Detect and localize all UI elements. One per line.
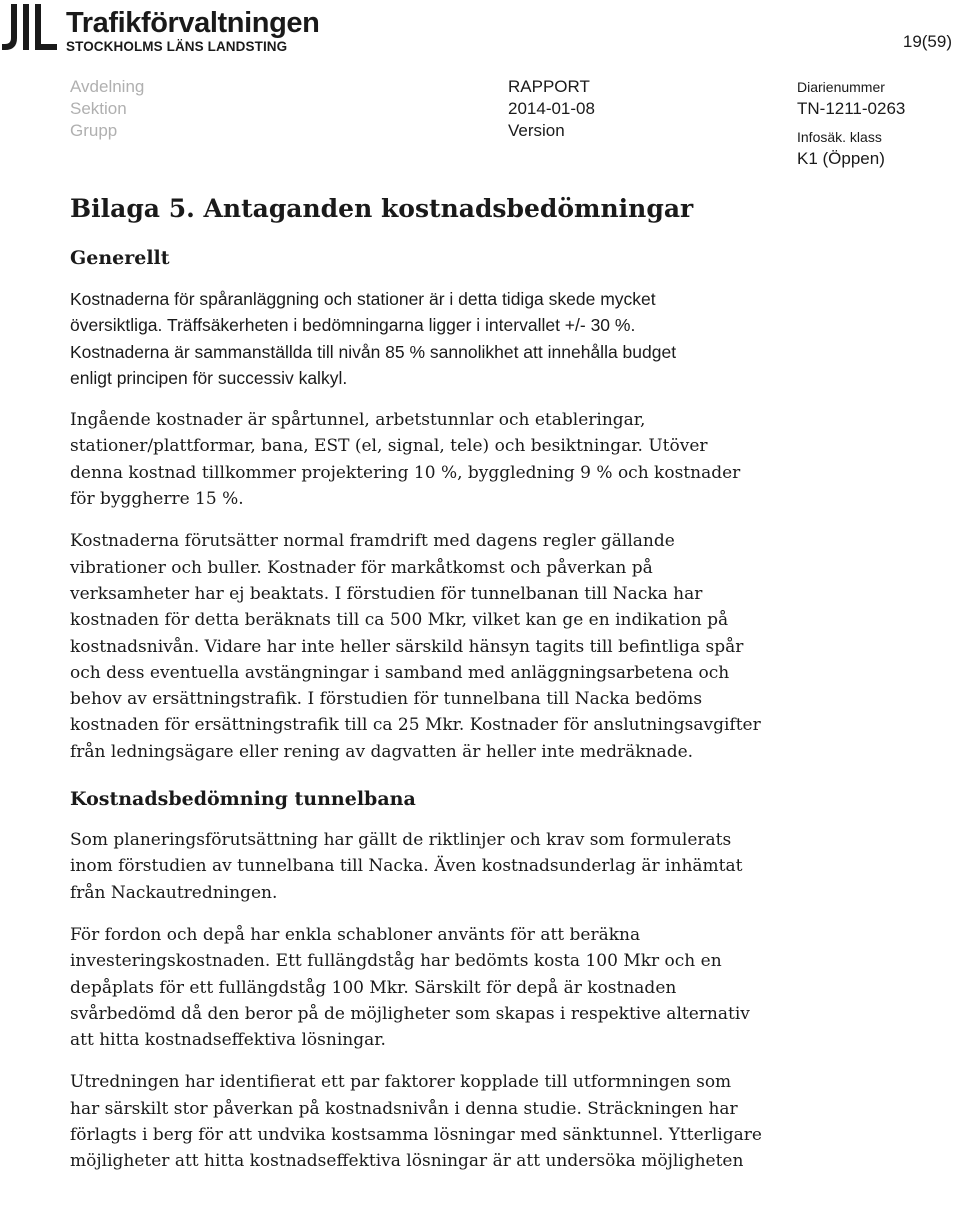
text-line: svårbedömd då den beror på de möjligheter som skapas i respektive alternativ <box>70 1003 750 1024</box>
text-line: och dess eventuella avstängningar i samband med anläggningsarbetena och <box>70 662 730 683</box>
text-line: vibrationer och buller. Kostnader för markåtkomst och påverkan på <box>70 557 653 578</box>
meta-diarie-label: Diarienummer <box>797 79 885 95</box>
text-line: översiktliga. Träffsäkerheten i bedömningarna ligger i intervallet +/- 30 %. <box>70 315 636 336</box>
page-number: 19(59) <box>902 32 952 51</box>
meta-doctype: RAPPORT <box>508 77 590 96</box>
text-line: har särskilt stor påverkan på kostnadsnivån i denna studie. Sträckningen har <box>70 1098 738 1119</box>
paragraph-1 <box>70 286 930 391</box>
text-line: behov av ersättningstrafik. I förstudien för tunnelbana till Nacka bedöms <box>70 689 703 710</box>
text-line: verksamheter har ej beaktats. I förstudien för tunnelbanan till Nacka har <box>70 583 703 604</box>
logo-mark-icon <box>2 4 62 52</box>
text-line: investeringskostnaden. Ett fullängdståg har bedömts kosta 100 Mkr och en <box>70 951 722 972</box>
text-line: från ledningsägare eller rening av dagvatten är heller inte medräknade. <box>70 741 694 762</box>
text-line: depåplats för ett fullängdståg 100 Mkr. Särskilt för depå är kostnaden <box>70 977 677 998</box>
paragraph-5 <box>70 922 930 1053</box>
paragraph-4 <box>70 827 930 906</box>
text-line: kostnaden för detta beräknats till ca 500 Mkr, vilket kan ge en indikation på <box>70 610 729 631</box>
meta-avdelning: Avdelning <box>70 77 145 96</box>
meta-date: 2014-01-08 <box>508 99 595 118</box>
heading-generellt: Generellt <box>70 247 170 269</box>
heading-kostnadsbedomning-tunnelbana: Kostnadsbedömning tunnelbana <box>70 788 416 811</box>
meta-column-org <box>70 76 144 142</box>
meta-infosak-value: K1 (Öppen) <box>797 149 885 168</box>
meta-infosak-label: Infosäk. klass <box>797 129 882 145</box>
text-line: Kostnaderna är sammanställda till nivån 85 % sannolikhet att innehålla budget <box>70 341 677 362</box>
meta-version: Version <box>508 121 565 140</box>
text-line: Kostnaderna förutsätter normal framdrift med dagens regler gällande <box>70 531 675 552</box>
text-line: för byggherre 15 %. <box>70 489 244 510</box>
text-line: enligt principen för successiv kalkyl. <box>70 367 348 388</box>
text-line: Ingående kostnader är spårtunnel, arbetstunnlar och etableringar, <box>70 410 646 431</box>
text-line: Som planeringsförutsättning har gällt de riktlinjer och krav som formulerats <box>70 830 732 851</box>
text-line: Utredningen har identifierat ett par faktorer kopplade till utformningen som <box>70 1072 732 1093</box>
meta-column-registry <box>797 76 905 170</box>
text-line: stationer/plattformar, bana, EST (el, signal, tele) och besiktningar. Utöver <box>70 436 708 457</box>
paragraph-3 <box>70 528 930 765</box>
logo-subtitle: STOCKHOLMS LÄNS LANDSTING <box>66 39 288 54</box>
meta-sektion: Sektion <box>70 99 127 118</box>
meta-column-report <box>508 76 595 142</box>
paragraph-6 <box>70 1069 930 1174</box>
text-line: Kostnaderna för spåranläggning och stationer är i detta tidiga skede mycket <box>70 289 656 309</box>
logo <box>2 4 322 52</box>
text-line: kostnadsnivån. Vidare har inte heller särskild hänsyn tagits till befintliga spår <box>70 636 744 657</box>
document-body <box>70 193 930 1191</box>
text-line: från Nackautredningen. <box>70 882 278 903</box>
text-line: denna kostnad tillkommer projektering 10 %, byggledning 9 % och kostnader <box>70 462 741 483</box>
meta-grupp: Grupp <box>70 121 118 140</box>
paragraph-2 <box>70 407 930 512</box>
text-line: möjligheter att hitta kostnadseffektiva lösningar är att undersöka möjligheten <box>70 1151 744 1172</box>
text-line: att hitta kostnadseffektiva lösningar. <box>70 1030 386 1051</box>
text-line: inom förstudien av tunnelbana till Nacka. Även kostnadsunderlag är inhämtat <box>70 856 743 877</box>
text-line: kostnaden för ersättningstrafik till ca 25 Mkr. Kostnader för anslutningsavgifter <box>70 715 761 736</box>
text-line: förlagts i berg för att undvika kostsamma lösningar med sänktunnel. Ytterligare <box>70 1125 762 1146</box>
document-title: Bilaga 5. Antaganden kostnadsbedömningar <box>70 194 694 223</box>
meta-diarie-number: TN-1211-0263 <box>797 99 906 118</box>
logo-name: Trafikförvaltningen <box>66 7 320 39</box>
text-line: För fordon och depå har enkla schabloner använts för att beräkna <box>70 924 641 945</box>
